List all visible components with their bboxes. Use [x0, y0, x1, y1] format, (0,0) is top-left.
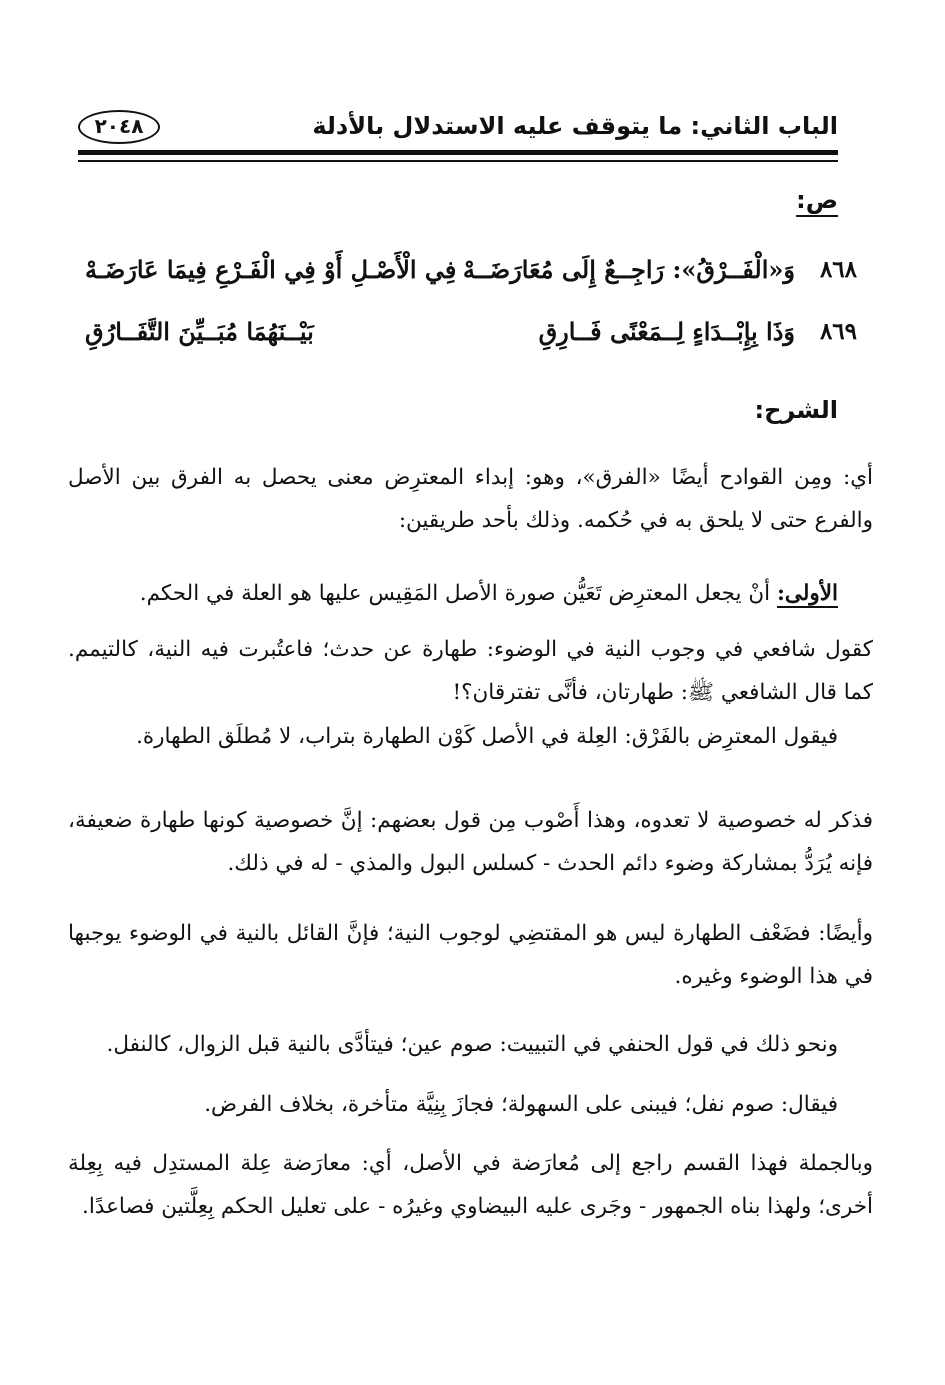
header-rule-thin — [78, 160, 838, 162]
paragraph: فيقول المعترِض بالفَرْق: العِلة في الأصل كَوْن الطهارة بتراب، لا مُطلَق الطهارة. — [136, 724, 838, 749]
paragraph: كقول شافعي في وجوب النية في الوضوء: طهارة عن حدث؛ فاعتُبرت فيه النية، كالتيمم. كما قال الشافعي ﷺ: طهارتان، فأنَّى تفترقان؟! — [68, 637, 873, 705]
paragraph: فيقال: صوم نفل؛ فيبنى على السهولة؛ فجازَ بِنِيَّة متأخرة، بخلاف الفرض. — [204, 1092, 838, 1117]
chapter-title: الباب الثاني: ما يتوقف عليه الاستدلال بالأدلة — [312, 112, 838, 140]
header-rule-thick — [78, 150, 838, 155]
text-section-label: ص: — [796, 186, 838, 214]
paragraph — [68, 572, 838, 615]
verse-second-hemistich: فِي الْأَصْـلِ أَوْ فِي الْفَـرْعِ فِيمَا عَارَضَـهْ — [85, 255, 457, 284]
verse-first-hemistich: وَ«الْفَــرْقُ»: رَاجِــعٌ إِلَى مُعَارَضَــهْ — [462, 255, 795, 284]
verse-second-hemistich: بَيْــنَهُمَا مُبَــيِّنَ التَّفَــارُقِ — [85, 317, 314, 346]
paragraph: ونحو ذلك في قول الحنفي في التبييت: صوم عين؛ فيتأدَّى بالنية قبل الزوال، كالنفل. — [106, 1032, 838, 1057]
verse-number: ٨٦٩ — [819, 318, 857, 345]
paragraph: أي: ومِن القوادح أيضًا «الفرق»، وهو: إبداء المعترِض معنى يحصل به الفرق بين الأصل والفرع حتى لا يلحق به في حُكمه. وذلك بأحد طريقين: — [68, 465, 873, 533]
paragraph: وأيضًا: فضَعْف الطهارة ليس هو المقتضِي لوجوب النية؛ فإنَّ القائل بالنية في الوضوء يوجبها في هذا الوضوء وغيره. — [68, 921, 873, 989]
page-number: ٢٠٤٨ — [78, 110, 160, 144]
commentary-label: الشرح: — [754, 396, 838, 424]
verse-first-hemistich: وَذَا بِإِبْــدَاءٍ لِــمَعْنًى فَــارِقِ — [538, 317, 795, 346]
first-method-label: الأولى: — [776, 581, 838, 606]
verse-number: ٨٦٨ — [819, 256, 857, 283]
running-header — [78, 108, 838, 148]
verse-869 — [85, 312, 857, 356]
verse-868 — [85, 250, 857, 294]
paragraph-text: أنْ يجعل المعترِض تَعَيُّن صورة الأصل المَقِيس عليها هو العلة في الحكم. — [139, 581, 777, 606]
paragraph: وبالجملة فهذا القسم راجع إلى مُعارَضة في الأصل، أي: معارَضة عِلة المستدِل فيه بِعِلة أخرى؛ ولهذا بناه الجمهور - وجَرى عليه البيضاوي وغيرُه - على تعليل الحكم بِعِلَّتين فصاعدًا. — [68, 1151, 873, 1219]
paragraph: فذكر له خصوصية لا تعدوه، وهذا أَصْوب مِن قول بعضهم: إنَّ خصوصية كونها طهارة ضعيفة، فإنه يُرَدُّ بمشاركة وضوء دائم الحدث - كسلس البول والمذي - له في ذلك. — [68, 808, 873, 876]
